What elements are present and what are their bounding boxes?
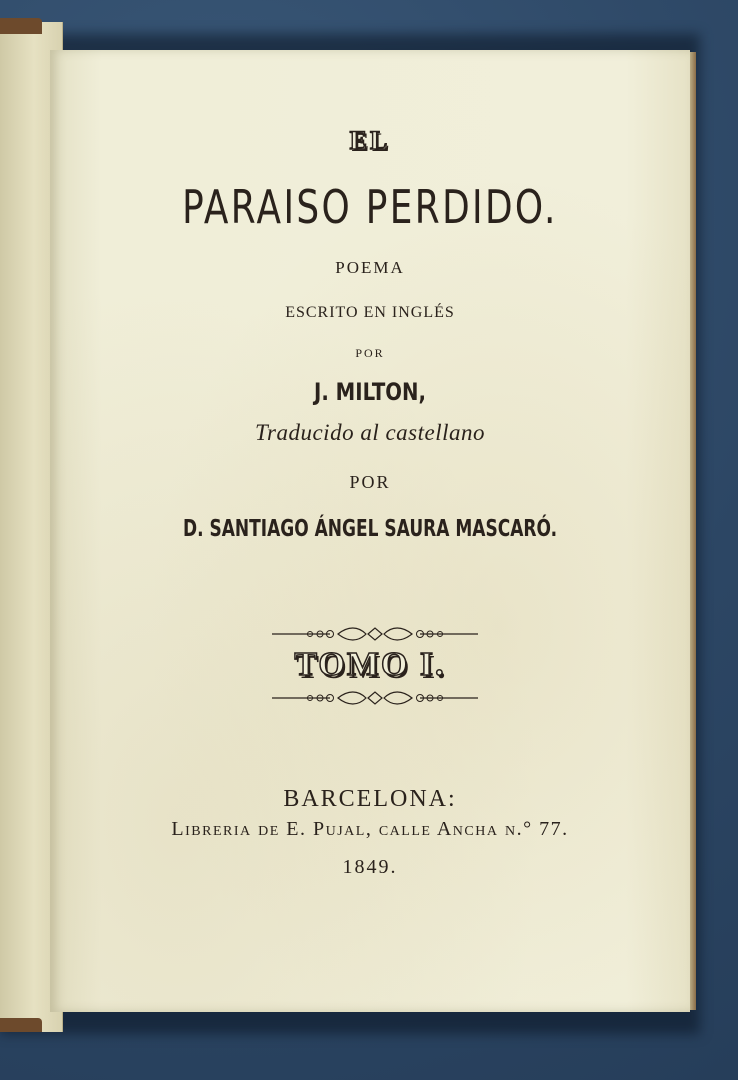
ornament-rule-top-icon bbox=[270, 624, 480, 644]
book-title: PARAISO PERDIDO. bbox=[182, 180, 558, 234]
genre-line: POEMA bbox=[335, 258, 405, 277]
original-language-line: ESCRITO EN INGLÉS bbox=[285, 304, 455, 321]
author-name: J. MILTON, bbox=[314, 378, 426, 406]
by-line-2: POR bbox=[349, 472, 391, 492]
book-cover-corner-bottom bbox=[0, 1018, 42, 1032]
imprint-publisher: Libreria de E. Pujal, calle Ancha n.° 77. bbox=[171, 818, 569, 840]
volume-number: TOMO I. bbox=[294, 646, 446, 683]
translation-note: Traducido al castellano bbox=[255, 420, 485, 445]
imprint-city: BARCELONA: bbox=[283, 786, 457, 812]
imprint-year: 1849. bbox=[342, 856, 398, 878]
book-cover-corner-top bbox=[0, 18, 42, 34]
title-article: EL bbox=[349, 126, 391, 155]
by-line-1: POR bbox=[355, 346, 385, 360]
ornament-rule-bottom-icon bbox=[270, 688, 480, 708]
translator-name: D. SANTIAGO ÁNGEL SAURA MASCARÓ. bbox=[182, 516, 558, 542]
